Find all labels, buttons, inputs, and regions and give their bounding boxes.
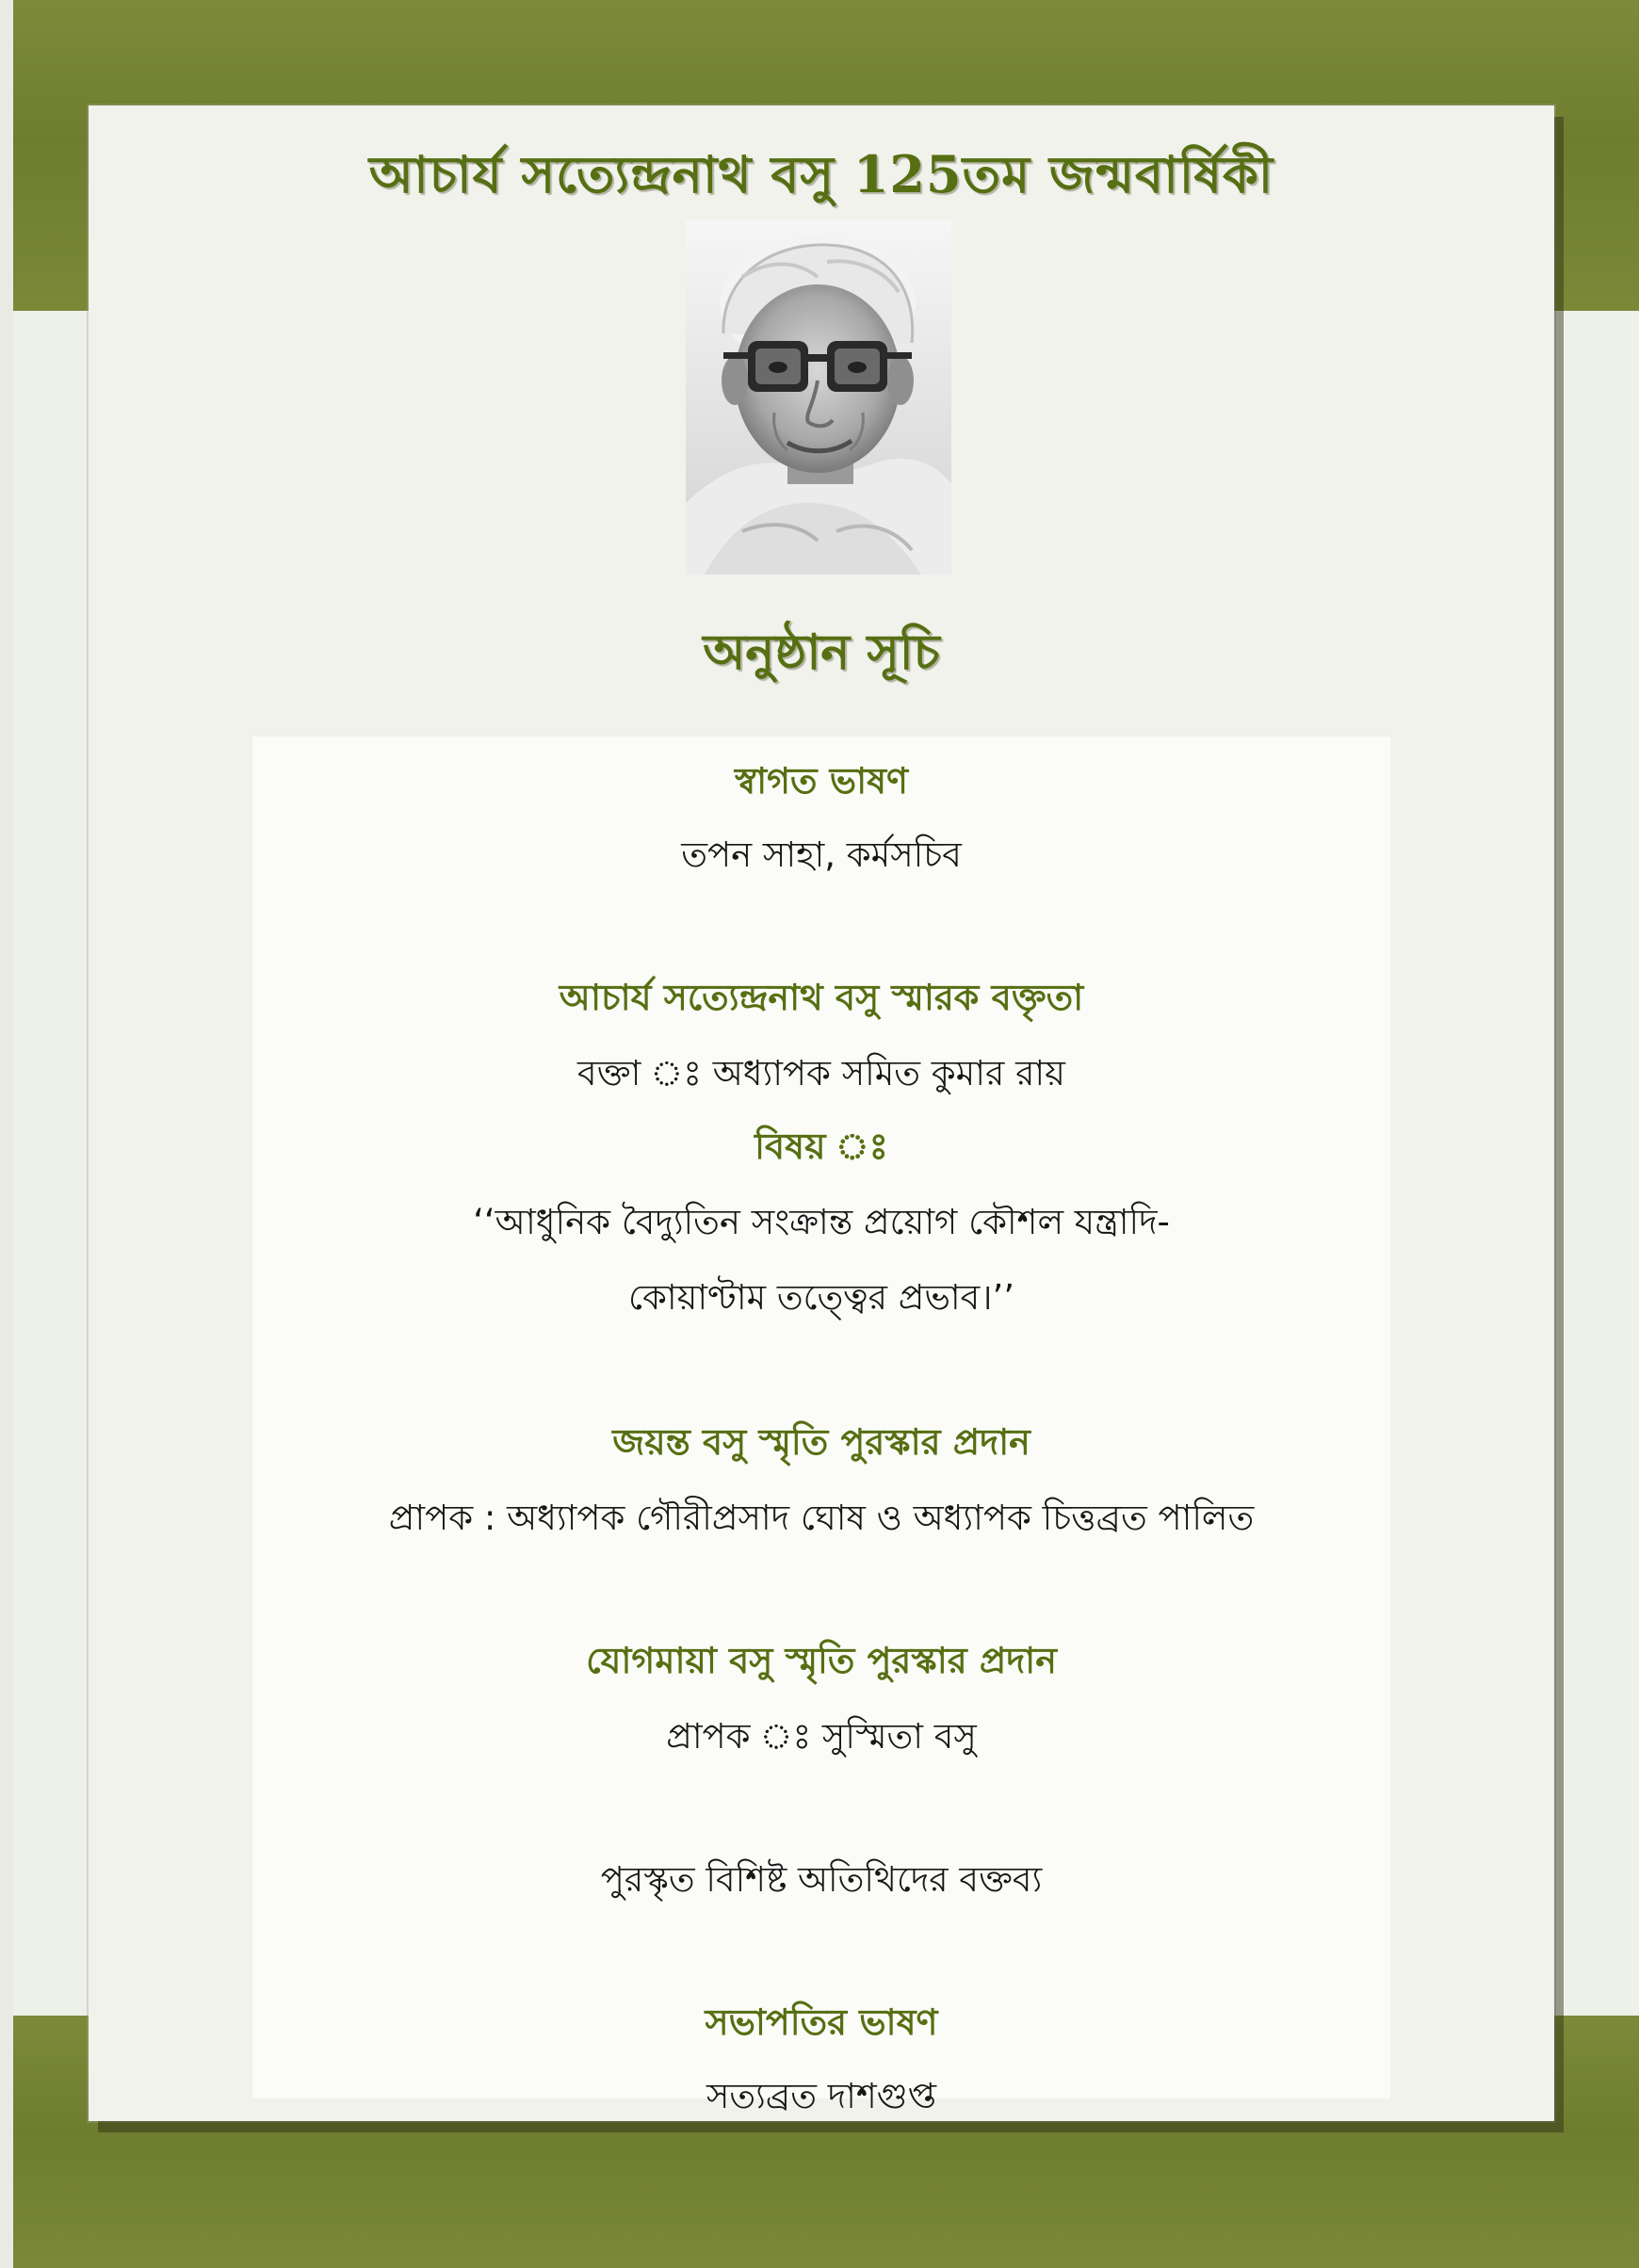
- program-title: অনুষ্ঠান সূচি: [703, 624, 940, 681]
- jayanta-award-recipients: প্রাপক : অধ্যাপক গৌরীপ্রসাদ ঘোষ ও অধ্যাপক চিত্তব্রত পালিত: [388, 1498, 1255, 1538]
- topic-line-1: ‘‘আধুনিক বৈদ্যুতিন সংক্রান্ত প্রয়োগ কৌশল যন্ত্রাদি-: [473, 1202, 1170, 1242]
- topic-label: বিষয় ঃ: [755, 1126, 888, 1167]
- portrait-illustration: [686, 220, 951, 575]
- welcome-title: স্বাগত ভাষণ: [734, 760, 909, 802]
- memorial-lecture-speaker: বক্তা ঃ অধ্যাপক সমিত কুমার রায়: [577, 1053, 1065, 1094]
- welcome-speaker: তপন সাহা, কর্মসচিব: [681, 834, 962, 875]
- jayanta-award-title: জয়ন্ত বসু স্মৃতি পুরস্কার প্রদান: [612, 1421, 1030, 1463]
- awardee-speeches: পুরস্কৃত বিশিষ্ট অতিথিদের বক্তব্য: [600, 1859, 1043, 1900]
- presidential-speaker: সত্যব্রত দাশগুপ্ত: [706, 2076, 937, 2116]
- topic-line-2: কোয়াণ্টাম তত্ত্বের প্রভাব।’’: [628, 1277, 1014, 1318]
- portrait-photo: [686, 220, 951, 575]
- memorial-lecture-title: আচার্য সত্যেন্দ্রনাথ বসু স্মারক বক্তৃতা: [559, 977, 1084, 1018]
- presidential-address-title: সভাপতির ভাষণ: [705, 2001, 938, 2043]
- anniversary-title: আচার্য সত্যেন্দ্রনাথ বসু 125তম জন্মবার্ষিকী: [368, 144, 1274, 204]
- yogamaya-award-title: যোগমায়া বসু স্মৃতি পুরস্কার প্রদান: [586, 1640, 1057, 1681]
- scan-edge: [0, 0, 13, 2268]
- yogamaya-award-recipient: প্রাপক ঃ সুস্মিতা বসু: [666, 1716, 977, 1757]
- program-card: [89, 105, 1554, 2121]
